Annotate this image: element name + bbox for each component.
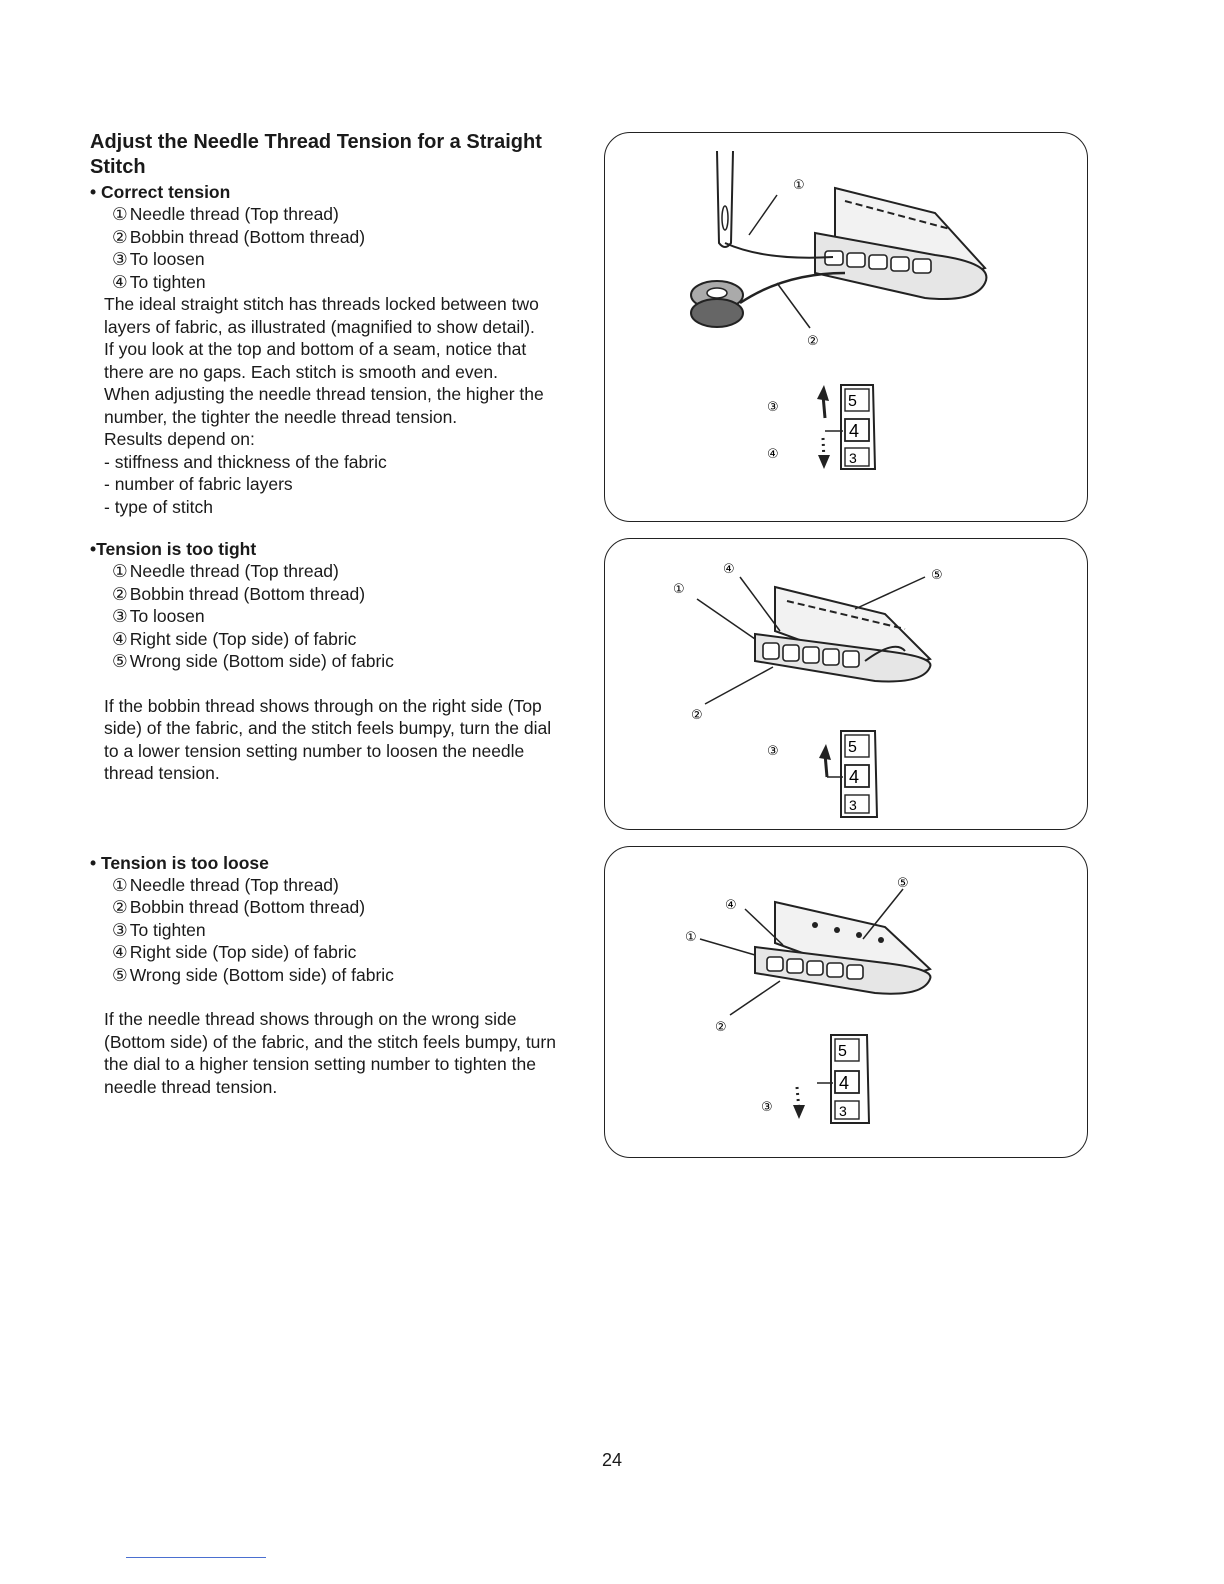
- section-heading: •Tension is too tight: [90, 539, 257, 559]
- marker-2: ②: [691, 708, 703, 723]
- list-item: ④ Right side (Top side) of fabric: [112, 628, 357, 649]
- page-number: 24: [601, 1450, 623, 1470]
- section-heading: • Tension is too loose: [90, 852, 269, 873]
- list-item: ③ To loosen: [112, 606, 205, 626]
- section-tension-too-loose: [90, 852, 590, 1099]
- list-item: ② Bobbin thread (Bottom thread): [112, 226, 366, 247]
- tension-dial: [827, 731, 877, 817]
- section-correct-tension: [90, 181, 590, 518]
- tension-dial: [817, 1035, 869, 1123]
- dial-current: 4: [849, 421, 860, 441]
- figure-correct-tension: [604, 132, 1088, 522]
- section-heading: • Correct tension: [90, 182, 231, 202]
- dial-lower: 3: [849, 797, 857, 813]
- dial-upper: 5: [838, 1043, 847, 1060]
- marker-2: ②: [715, 1020, 727, 1035]
- list-item: ① Needle thread (Top thread): [112, 204, 339, 224]
- marker-1: ①: [685, 930, 697, 945]
- figure-tension-too-tight: [604, 538, 1088, 830]
- loose-tension-illustration: [605, 847, 1089, 1159]
- list-item: ④ Right side (Top side) of fabric: [112, 942, 357, 962]
- list-item: ③ To loosen: [112, 249, 205, 269]
- list-item: ③ To tighten: [112, 919, 206, 940]
- page-title: Adjust the Needle Thread Tension for a Straight Stitch: [90, 131, 542, 178]
- marker-3: ③: [767, 400, 779, 415]
- body-paragraph: If the bobbin thread shows through on the right side (Top side) of the fabric, and the stitch feels bumpy, turn the dial to a lower tension setting number to loosen the needle thread tension.: [104, 695, 552, 783]
- list-item: ① Needle thread (Top thread): [112, 561, 339, 581]
- list-item: ⑤ Wrong side (Bottom side) of fabric: [112, 651, 394, 671]
- marker-4: ④: [725, 898, 737, 913]
- list-item: ④ To tighten: [112, 271, 206, 292]
- instructions-column: [90, 130, 590, 1098]
- dial-current: 4: [839, 1073, 850, 1093]
- dial-upper: 5: [848, 393, 857, 410]
- marker-4: ④: [767, 447, 779, 462]
- footer-rule: [126, 1557, 266, 1558]
- marker-3: ③: [767, 744, 779, 759]
- list-item: ② Bobbin thread (Bottom thread): [112, 583, 366, 604]
- list-item: ⑤ Wrong side (Bottom side) of fabric: [112, 964, 394, 985]
- list-item: ② Bobbin thread (Bottom thread): [112, 897, 366, 917]
- marker-1: ①: [793, 178, 805, 193]
- tension-dial: [825, 385, 875, 469]
- marker-2: ②: [807, 334, 819, 349]
- list-item: ① Needle thread (Top thread): [112, 874, 339, 895]
- body-paragraph: The ideal straight stitch has threads locked between two layers of fabric, as illustrated (magnified to show detail). If you look at the top and bottom of a seam, notice that there are no gaps. Each stitch is smooth and even. When adjusting the needle thread tension, the higher the number, the tighter the needle thread tension. Results depend on: - stiffness and thickness of the fabric - number of fabric layers - type of stitch: [104, 294, 544, 517]
- dial-lower: 3: [839, 1103, 847, 1119]
- figure-tension-too-loose: [604, 846, 1088, 1158]
- body-paragraph: If the needle thread shows through on the wrong side (Bottom side) of the fabric, and the stitch feels bumpy, turn the dial to a higher tension setting number to tighten the needle thread tension.: [104, 1009, 556, 1097]
- correct-tension-illustration: [605, 133, 1089, 523]
- tight-tension-illustration: [605, 539, 1089, 831]
- dial-current: 4: [849, 767, 860, 787]
- marker-5: ⑤: [897, 876, 909, 891]
- marker-3: ③: [761, 1100, 773, 1115]
- marker-1: ①: [673, 582, 685, 597]
- marker-4: ④: [723, 562, 735, 577]
- marker-5: ⑤: [931, 568, 943, 583]
- dial-lower: 3: [849, 450, 857, 466]
- dial-upper: 5: [848, 739, 857, 756]
- section-tension-too-tight: [90, 538, 590, 785]
